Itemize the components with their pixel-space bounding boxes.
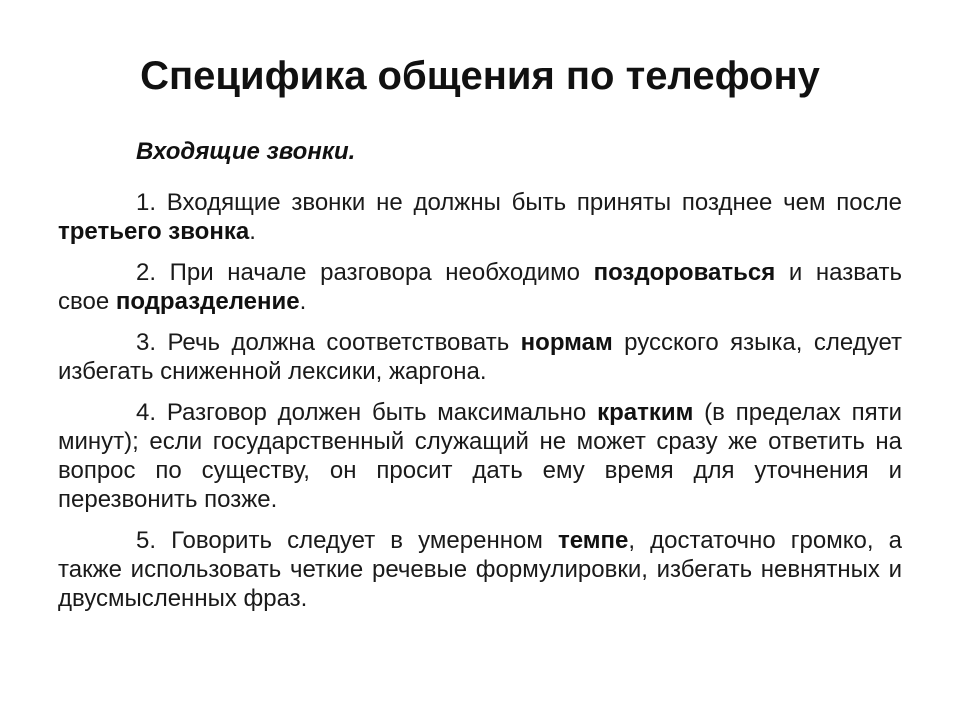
emphasized-term: нормам [520,329,613,356]
paragraph-text: 1. Входящие звонки не должны быть приняты позднее чем после [136,189,902,216]
emphasized-term: третьего звонка [58,218,250,245]
rule-paragraph-3 [58,328,902,386]
paragraph-text: 4. Разговор должен быть максимально [136,399,598,426]
slide-body [58,134,902,625]
paragraph-text: (в пределах пяти минут); если государственный служащий не может сразу же ответить на вопрос по существу, он просит дать ему время для уточнения и перезвонить позже. [58,399,902,513]
paragraph-text: 5. Говорить следует в умеренном [136,527,558,554]
paragraph-text: . [299,288,307,315]
rule-paragraph-2 [58,258,902,316]
rules-list [58,188,902,613]
emphasized-term: поздороваться [593,259,776,286]
rule-paragraph-1 [58,188,902,246]
paragraph-text: . [249,218,256,245]
section-subheading: Входящие звонки. [136,138,356,165]
paragraph-text: и назвать свое [58,259,902,315]
emphasized-term: темпе [557,527,629,554]
emphasized-term: подразделение [115,288,300,315]
paragraph-text: 2. При начале разговора необходимо [136,259,594,286]
rule-paragraph-5 [58,526,902,613]
paragraph-text: 3. Речь должна соответствовать [136,329,521,356]
rule-paragraph-4 [58,398,902,514]
slide-title: Специфика общения по телефону [140,54,820,98]
paragraph-text: , достаточно громко, а также использовать четкие речевые формулировки, избегать невнятных и двусмысленных фраз. [58,527,902,612]
emphasized-term: кратким [597,399,694,426]
paragraph-text: русского языка, следует избегать сниженной лексики, жаргона. [58,329,903,385]
